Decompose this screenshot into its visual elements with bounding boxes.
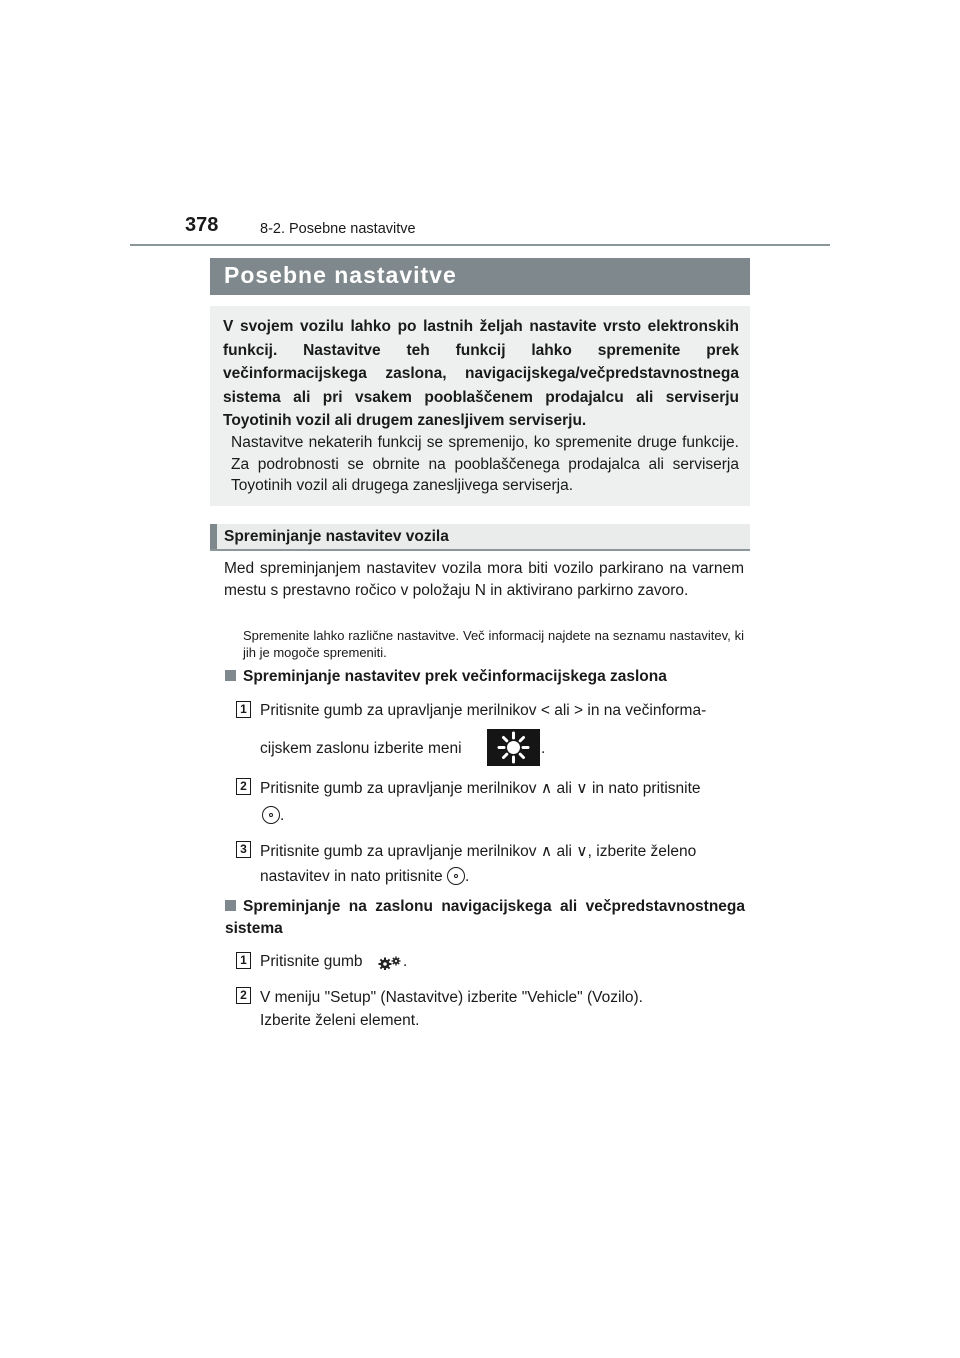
section-heading-bar bbox=[210, 524, 750, 551]
step-number: 2 bbox=[236, 987, 251, 1004]
period: . bbox=[464, 868, 470, 885]
step-text bbox=[260, 740, 462, 758]
subheading-navigation bbox=[225, 896, 745, 940]
sun-settings-icon bbox=[487, 729, 540, 766]
step-number: 1 bbox=[236, 701, 251, 718]
ok-button-icon bbox=[447, 867, 465, 885]
step-text bbox=[262, 806, 284, 825]
square-bullet-icon bbox=[225, 670, 236, 681]
square-bullet-icon bbox=[225, 900, 236, 911]
intro-note: Nastavitve nekaterih funkcij se spremenijo, ko spremenite druge funkcije. Za podrobnosti se obrnite na pooblaščenega prodajalca ali serviserja Toyotinih vozil ali drugega zanesljivega serviserja. bbox=[231, 434, 739, 494]
intro-box bbox=[210, 306, 750, 506]
period: . bbox=[403, 953, 408, 970]
subheading-multi-info bbox=[225, 668, 745, 686]
title-bar bbox=[210, 258, 750, 295]
step-text bbox=[260, 867, 469, 886]
step-text: Pritisnite gumb bbox=[260, 953, 363, 970]
running-head: 8-2. Posebne nastavitve bbox=[260, 221, 416, 237]
step-text: Pritisnite gumb za upravljanje merilnikov ∧ ali ∨, izberite želeno bbox=[260, 843, 697, 860]
subheading-text: Spreminjanje na zaslonu navigacijskega ali večpredstavnostnega sistema bbox=[225, 898, 745, 937]
step-text: Pritisnite gumb za upravljanje merilnikov < ali > in na večinforma- bbox=[260, 702, 707, 719]
step-text: Pritisnite gumb za upravljanje merilnikov ∧ ali ∨ in nato pritisnite bbox=[260, 780, 701, 797]
subheading-text: Spreminjanje nastavitev prek večinformacijskega zaslona bbox=[243, 668, 667, 685]
step-number: 2 bbox=[236, 778, 251, 795]
step-text-part: cijskem zaslonu izberite meni bbox=[260, 740, 462, 757]
step-text: Izberite želeni element. bbox=[260, 1012, 420, 1029]
step-text: V meniju "Setup" (Nastavitve) izberite "Vehicle" (Vozilo). bbox=[260, 989, 643, 1006]
page-title: Posebne nastavitve bbox=[224, 262, 457, 288]
section-accent bbox=[210, 524, 217, 549]
header-divider bbox=[130, 244, 830, 246]
ok-button-icon bbox=[262, 806, 280, 824]
gear-icon bbox=[377, 956, 403, 970]
section-small-note: Spremenite lahko različne nastavitve. Več informacij najdete na seznamu nastavitev, ki jih je mogoče spremeniti. bbox=[243, 628, 744, 660]
step-text-part: nastavitev in nato pritisnite bbox=[260, 868, 443, 885]
page-number: 378 bbox=[185, 214, 219, 236]
step-number: 3 bbox=[236, 841, 251, 858]
intro-text: V svojem vozilu lahko po lastnih željah nastavite vrsto elektronskih funkcij. Nastavitve teh funkcij lahko spremenite prek večinformacijskega zaslona, navigacijskega/večpredstavnostnega sistema ali pri vsakem pooblaščenem prodajalcu ali serviserju Toyotinih vozil ali drugem zanesljivem serviserju. bbox=[223, 318, 739, 429]
section-paragraph: Med spreminjanjem nastavitev vozila mora biti vozilo parkirano na varnem mestu s prestavno ročico v položaju N in aktivirano parkirno zavoro. bbox=[224, 560, 744, 599]
period: . bbox=[541, 740, 546, 757]
step-number: 1 bbox=[236, 952, 251, 969]
section-heading: Spreminjanje nastavitev vozila bbox=[224, 528, 449, 545]
period: . bbox=[280, 807, 285, 824]
